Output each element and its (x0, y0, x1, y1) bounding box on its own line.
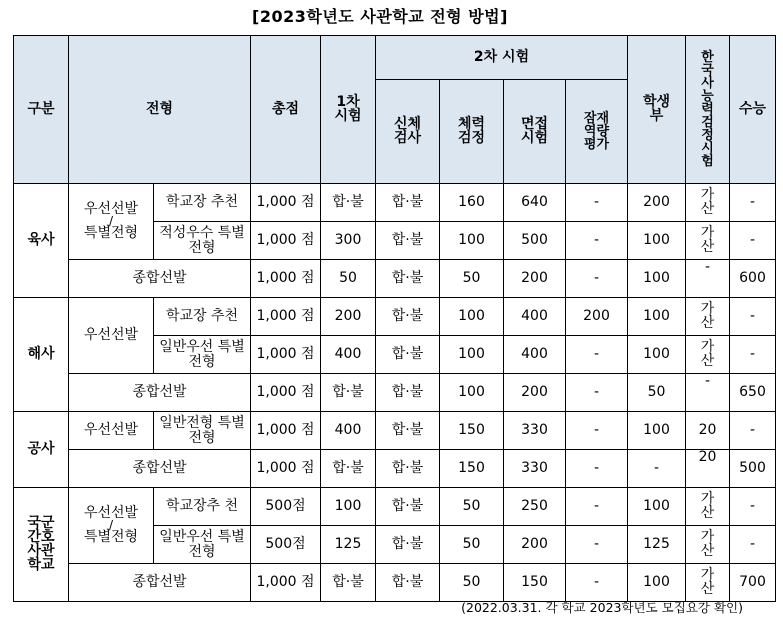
cell-jamjae: - (566, 450, 628, 488)
nursing-general: 종합선발 (69, 564, 251, 602)
yuksa-sub-1: 학교장 추천 (154, 184, 251, 222)
cell-sn: - (730, 298, 776, 336)
cell-jamjae: - (566, 488, 628, 526)
cell-sn: - (730, 222, 776, 260)
cell-sn: 600 (730, 260, 776, 298)
cell-jamjae: 200 (566, 298, 628, 336)
cell-cheryeok: 150 (440, 450, 504, 488)
cell-sinche: 합·불 (376, 412, 440, 450)
cell-hs: 100 (628, 222, 686, 260)
cell-first: 300 (321, 222, 376, 260)
cell-jamjae: - (566, 260, 628, 298)
header-sinche: 신체 검사 (376, 80, 440, 184)
cell-hs: - (628, 450, 686, 488)
cell-cheryeok: 100 (440, 222, 504, 260)
header-cheryeok: 체력 검정 (440, 80, 504, 184)
cell-first: 400 (321, 412, 376, 450)
cell-hs: 100 (628, 298, 686, 336)
cell-total: 1,000 점 (251, 222, 321, 260)
header-suneung: 수능 (730, 36, 776, 184)
inst-nursing: 국군 간호 사관 학교 (14, 488, 69, 602)
cell-hist: 가산 (686, 222, 730, 260)
cell-sinche: 합·불 (376, 374, 440, 412)
page-title: [2023학년도 사관학교 전형 방법] (252, 7, 508, 26)
cell-first: 50 (321, 260, 376, 298)
yuksa-sub-2: 적성우수 특별전형 (154, 222, 251, 260)
admission-table (13, 35, 776, 602)
cell-myeonjeop: 640 (504, 184, 566, 222)
cell-total: 500점 (251, 488, 321, 526)
cell-jamjae: - (566, 526, 628, 564)
cell-total: 1,000 점 (251, 336, 321, 374)
yuksa-track: 우선선발 / 특별전형 (69, 184, 154, 260)
cell-total: 1,000 점 (251, 450, 321, 488)
cell-first: 200 (321, 298, 376, 336)
header-haksaengbu: 학생 부 (628, 36, 686, 184)
cell-sinche: 합·불 (376, 222, 440, 260)
cell-cheryeok: 100 (440, 298, 504, 336)
gongsa-general: 종합선발 (69, 450, 251, 488)
cell-sinche: 합·불 (376, 336, 440, 374)
header-gubun: 구분 (14, 36, 69, 184)
cell-sn: - (730, 488, 776, 526)
haesa-general: 종합선발 (69, 374, 251, 412)
cell-hist: 가산 (686, 488, 730, 526)
cell-jamjae: - (566, 222, 628, 260)
cell-sn: 500 (730, 450, 776, 488)
cell-jamjae: - (566, 564, 628, 602)
footnote: (2022.03.31. 각 학교 2023학년도 모집요강 확인) (461, 600, 743, 615)
cell-sn: 650 (730, 374, 776, 412)
cell-total: 1,000 점 (251, 298, 321, 336)
header-first-exam: 1차 시험 (321, 36, 376, 184)
cell-sinche: 합·불 (376, 298, 440, 336)
cell-hist: - (686, 374, 730, 412)
cell-sn: - (730, 336, 776, 374)
cell-sinche: 합·불 (376, 260, 440, 298)
cell-total: 1,000 점 (251, 260, 321, 298)
haesa-sub-1: 학교장 추천 (154, 298, 251, 336)
yuksa-general: 종합선발 (69, 260, 251, 298)
cell-total: 1,000 점 (251, 412, 321, 450)
cell-cheryeok: 150 (440, 412, 504, 450)
cell-myeonjeop: 200 (504, 374, 566, 412)
cell-jamjae: - (566, 336, 628, 374)
cell-jamjae: - (566, 374, 628, 412)
cell-hs: 100 (628, 564, 686, 602)
cell-sinche: 합·불 (376, 564, 440, 602)
header-second-exam: 2차 시험 (376, 36, 628, 80)
cell-hs: 100 (628, 336, 686, 374)
cell-sn: 700 (730, 564, 776, 602)
nursing-sub-2: 일반우선 특별전형 (154, 526, 251, 564)
cell-hist: 20 (686, 412, 730, 450)
cell-hs: 200 (628, 184, 686, 222)
cell-first: 합·불 (321, 450, 376, 488)
gongsa-sub: 일반전형 특별전형 (154, 412, 251, 450)
header-myeonjeop: 면접 시험 (504, 80, 566, 184)
cell-jamjae: - (566, 412, 628, 450)
cell-total: 500점 (251, 526, 321, 564)
cell-sinche: 합·불 (376, 450, 440, 488)
cell-first: 125 (321, 526, 376, 564)
cell-first: 합·불 (321, 374, 376, 412)
gongsa-track: 우선선발 (69, 412, 154, 450)
cell-myeonjeop: 400 (504, 298, 566, 336)
cell-hs: 100 (628, 488, 686, 526)
cell-sn: - (730, 526, 776, 564)
cell-cheryeok: 100 (440, 336, 504, 374)
cell-myeonjeop: 150 (504, 564, 566, 602)
cell-sinche: 합·불 (376, 488, 440, 526)
cell-jamjae: - (566, 184, 628, 222)
cell-myeonjeop: 200 (504, 260, 566, 298)
cell-cheryeok: 50 (440, 564, 504, 602)
header-jeonhyeong: 전형 (69, 36, 251, 184)
cell-sinche: 합·불 (376, 184, 440, 222)
cell-hs: 125 (628, 526, 686, 564)
inst-haesa: 해사 (14, 298, 69, 412)
cell-hist: 20 (686, 450, 730, 488)
cell-hs: 100 (628, 260, 686, 298)
cell-myeonjeop: 250 (504, 488, 566, 526)
cell-total: 1,000 점 (251, 564, 321, 602)
nursing-track: 우선선발 / 특별전형 (69, 488, 154, 564)
cell-sn: - (730, 184, 776, 222)
header-total: 총점 (251, 36, 321, 184)
cell-hist: 가산 (686, 184, 730, 222)
cell-total: 1,000 점 (251, 184, 321, 222)
cell-sinche: 합·불 (376, 526, 440, 564)
cell-cheryeok: 50 (440, 526, 504, 564)
haesa-track: 우선선발 (69, 298, 154, 374)
cell-hist: 가산 (686, 564, 730, 602)
header-jamjae: 잠재 역량 평가 (566, 80, 628, 184)
cell-first: 합·불 (321, 184, 376, 222)
cell-cheryeok: 100 (440, 374, 504, 412)
cell-sn: - (730, 412, 776, 450)
cell-myeonjeop: 500 (504, 222, 566, 260)
cell-cheryeok: 50 (440, 260, 504, 298)
cell-cheryeok: 50 (440, 488, 504, 526)
cell-myeonjeop: 200 (504, 526, 566, 564)
cell-hs: 50 (628, 374, 686, 412)
cell-first: 100 (321, 488, 376, 526)
cell-first: 합·불 (321, 564, 376, 602)
cell-hist: 가산 (686, 336, 730, 374)
cell-hist: - (686, 260, 730, 298)
cell-hist: 가산 (686, 526, 730, 564)
cell-first: 400 (321, 336, 376, 374)
cell-myeonjeop: 330 (504, 412, 566, 450)
haesa-sub-2: 일반우선 특별전형 (154, 336, 251, 374)
inst-gongsa: 공사 (14, 412, 69, 488)
cell-cheryeok: 160 (440, 184, 504, 222)
cell-myeonjeop: 330 (504, 450, 566, 488)
header-hanguksa: 한국사능력검정시험 (686, 36, 730, 184)
nursing-sub-1: 학교장추 천 (154, 488, 251, 526)
cell-total: 1,000 점 (251, 374, 321, 412)
inst-yuksa: 육사 (14, 184, 69, 298)
cell-hs: 100 (628, 412, 686, 450)
cell-hist: 가산 (686, 298, 730, 336)
cell-myeonjeop: 400 (504, 336, 566, 374)
